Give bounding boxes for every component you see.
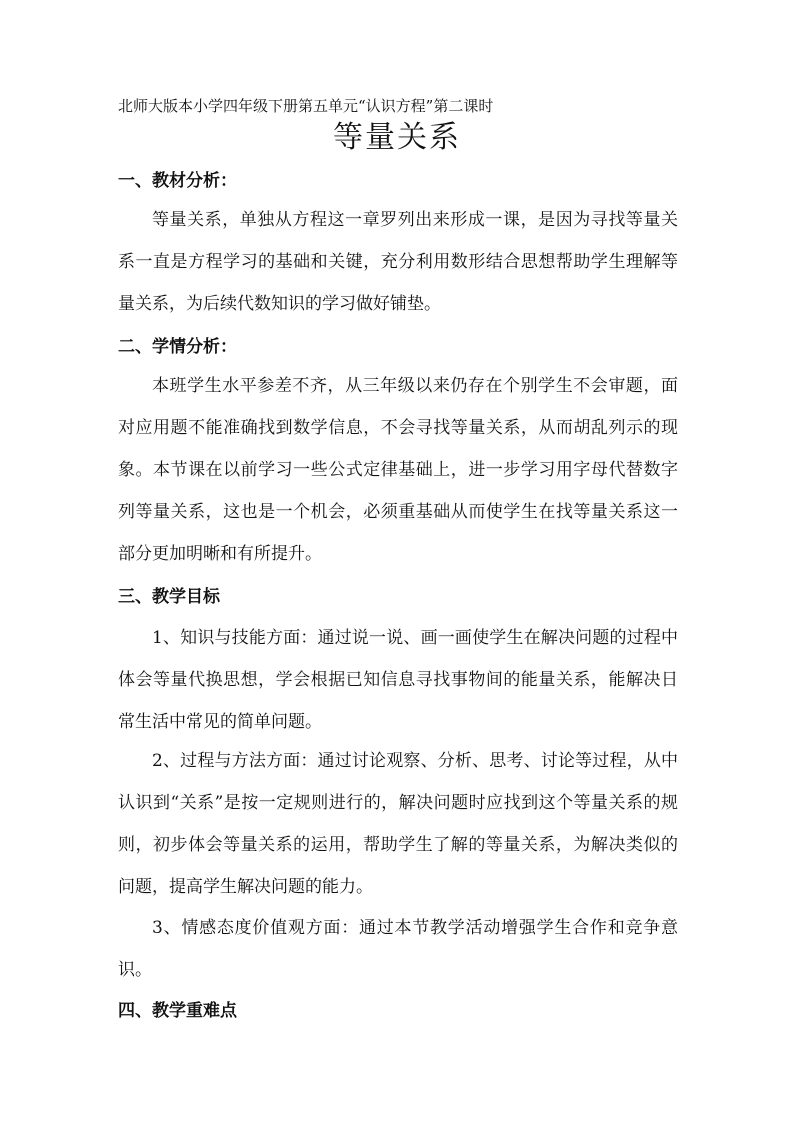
goal-item-knowledge: 1、知识与技能方面：通过说一说、画一画使学生在解决问题的过程中体会等量代换思想，学会根据已知信息寻找事物间的能量关系，能解决日常生活中常见的简单问题。 [118,628,678,732]
goal-item-attitude: 3、情感态度价值观方面：通过本节教学活动增强学生合作和竞争意识。 [118,918,678,980]
section-heading-teaching-goals: 三、教学目标 [118,587,220,607]
student-analysis-paragraph: 本班学生水平参差不齐，从三年级以来仍存在个别学生不会审题，面对应用题不能准确找到数学信息，不会寻找等量关系，从而胡乱列示的现象。本节课在以前学习一些公式定律基础上，进一步学习用字母代替数字列等量关系，这也是一个机会，必须重基础从而使学生在找等量关系这一部分更加明晰和有所提升。 [118,376,678,564]
goal-item-process: 2、过程与方法方面：通过讨论观察、分析、思考、讨论等过程，从中认识到“关系”是按一定规则进行的，解决问题时应找到这个等量关系的规则，初步体会等量关系的运用，帮助学生了解的等量关系，为解决类似的问题，提高学生解决问题的能力。 [118,751,678,897]
section-heading-key-points: 四、教学重难点 [118,1001,237,1021]
section-heading-textbook-analysis: 一、教材分析： [118,171,237,191]
page-title: 等量关系 [333,120,461,155]
textbook-analysis-paragraph: 等量关系，单独从方程这一章罗列出来形成一课，是因为寻找等量关系一直是方程学习的基础和关键，充分利用数形结合思想帮助学生理解等量关系，为后续代数知识的学习做好铺垫。 [118,210,678,314]
lesson-subtitle: 北师大版本小学四年级下册第五单元“认识方程”第二课时 [118,97,494,115]
section-heading-student-analysis: 二、学情分析： [118,337,237,357]
